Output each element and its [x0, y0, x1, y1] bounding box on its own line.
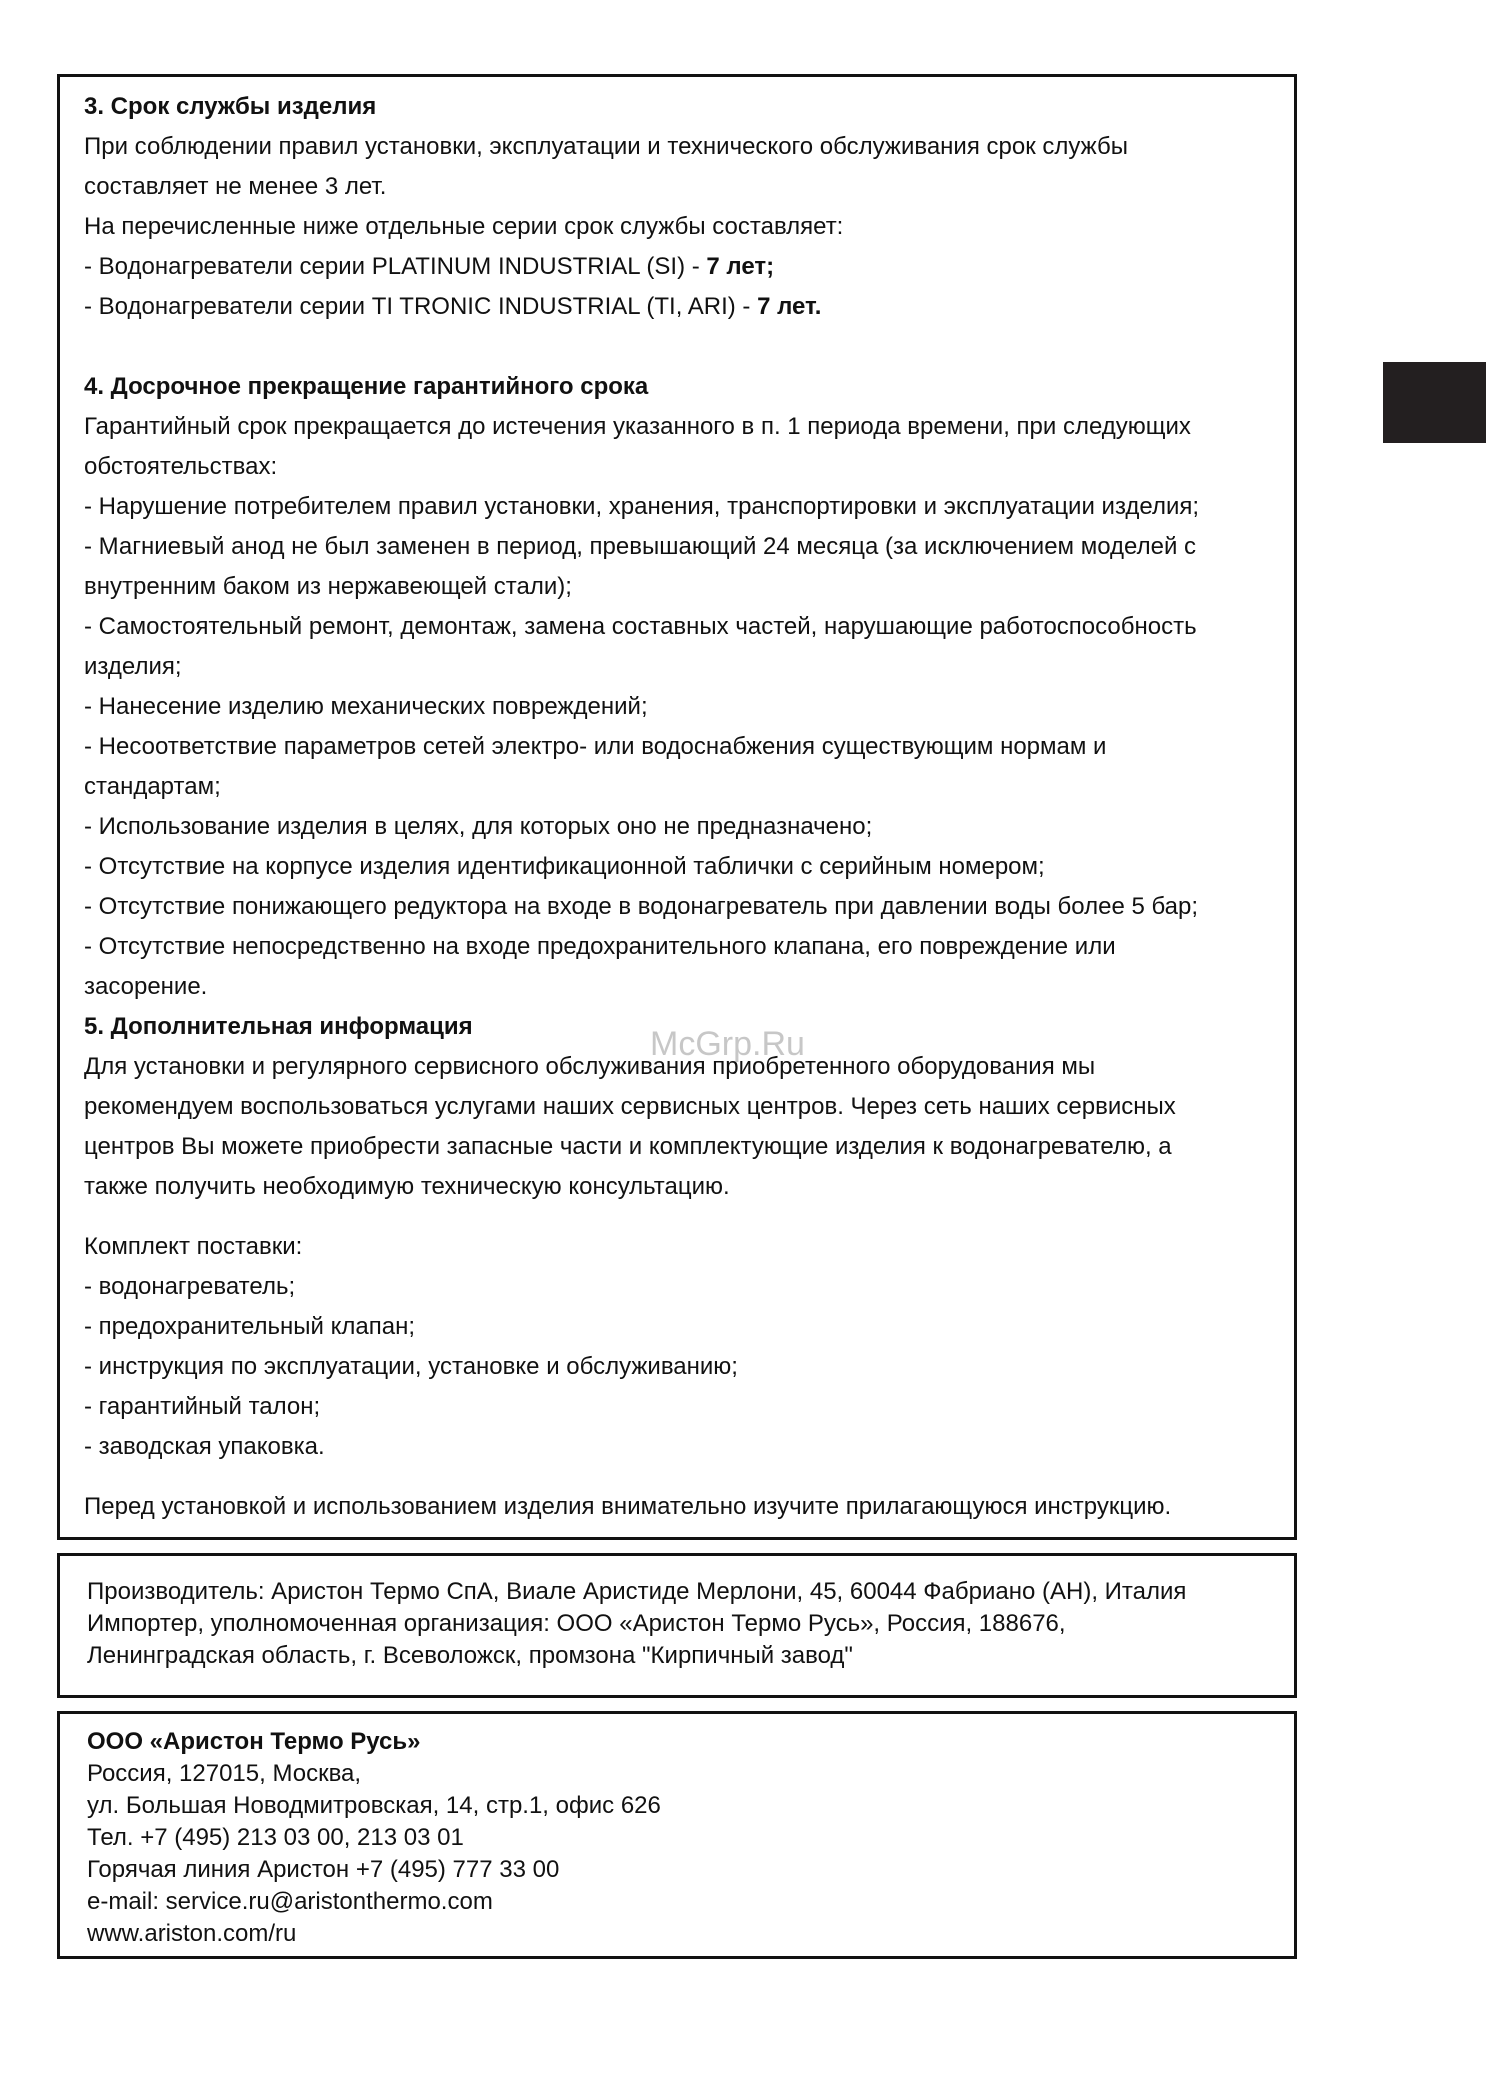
section-4-list-line: внутренним баком из нержавеющей стали);: [84, 573, 572, 600]
importer-address-line: Ленинградская область, г. Всеволожск, промзона "Кирпичный завод": [87, 1642, 853, 1669]
email-line: e-mail: service.ru@aristonthermo.com: [87, 1888, 493, 1915]
section-5-text-line: Для установки и регулярного сервисного обслуживания приобретенного оборудования мы: [84, 1053, 1096, 1080]
service-life-item-value: 7 лет;: [706, 253, 775, 280]
section-4-list-line: - Несоответствие параметров сетей электро- или водоснабжения существующим нормам и: [84, 733, 1107, 760]
section-4-list-line: - Магниевый анод не был заменен в период, превышающий 24 месяца (за исключением моделей с: [84, 533, 1197, 560]
warranty-terms-box: [57, 74, 1297, 1540]
section-3-text-line: На перечисленные ниже отдельные серии срок службы составляет:: [84, 213, 844, 240]
service-life-item: [84, 247, 1270, 287]
section-4-list-line: - Использование изделия в целях, для которых оно не предназначено;: [84, 813, 873, 840]
manufacturer-line: Производитель: Аристон Термо СпА, Виале Аристиде Мерлони, 45, 60044 Фабриано (АН), Италия: [87, 1578, 1187, 1605]
hotline-line: Горячая линия Аристон +7 (495) 777 33 00: [87, 1856, 560, 1883]
kit-item: - водонагреватель;: [84, 1273, 296, 1300]
section-4-text-line: обстоятельствах:: [84, 453, 278, 480]
section-4-list-line: - Самостоятельный ремонт, демонтаж, замена составных частей, нарушающие работоспособность: [84, 613, 1197, 640]
section-4-list-line: - Нарушение потребителем правил установки, хранения, транспортировки и эксплуатации изделия;: [84, 493, 1200, 520]
company-name: ООО «Аристон Термо Русь»: [87, 1728, 421, 1755]
kit-item: - предохранительный клапан;: [84, 1313, 416, 1340]
kit-item: - заводская упаковка.: [84, 1433, 325, 1460]
spacer: [84, 1467, 1270, 1487]
contact-box: [57, 1711, 1297, 1959]
section-4-list-line: - Отсутствие непосредственно на входе предохранительного клапана, его повреждение или: [84, 933, 1116, 960]
section-4-list-line: - Отсутствие на корпусе изделия идентификационной таблички с серийным номером;: [84, 853, 1045, 880]
section-4-list-line: - Отсутствие понижающего редуктора на входе в водонагреватель при давлении воды более 5 бар;: [84, 893, 1199, 920]
section-5-title: 5. Дополнительная информация: [84, 1013, 473, 1040]
kit-title: Комплект поставки:: [84, 1233, 303, 1260]
kit-item: - инструкция по эксплуатации, установке и обслуживанию;: [84, 1353, 738, 1380]
section-3-text-line: составляет не менее 3 лет.: [84, 173, 387, 200]
address-line: Россия, 127015, Москва,: [87, 1760, 362, 1787]
importer-line: Импортер, уполномоченная организация: ООО «Аристон Термо Русь», Россия, 188676,: [87, 1610, 1066, 1637]
phone-line: Тел. +7 (495) 213 03 00, 213 03 01: [87, 1824, 464, 1851]
address-line: ул. Большая Новодмитровская, 14, стр.1, офис 626: [87, 1792, 661, 1819]
side-section-tab: [1383, 362, 1486, 443]
section-5-text-line: рекомендуем воспользоваться услугами наших сервисных центров. Через сеть наших сервисных: [84, 1093, 1176, 1120]
section-4-list-line: засорение.: [84, 973, 208, 1000]
watermark-text: McGrp.Ru: [650, 1025, 805, 1063]
service-life-item-text: - Водонагреватели серии PLATINUM INDUSTRIAL (SI) -: [84, 253, 707, 280]
section-4-list-line: стандартам;: [84, 773, 221, 800]
final-note: Перед установкой и использованием изделия внимательно изучите прилагающуюся инструкцию.: [84, 1493, 1172, 1520]
spacer: [84, 327, 1270, 367]
section-3-text-line: При соблюдении правил установки, эксплуатации и технического обслуживания срок службы: [84, 133, 1128, 160]
service-life-item-value: 7 лет.: [757, 293, 822, 320]
section-4-list-line: изделия;: [84, 653, 182, 680]
service-life-item-text: - Водонагреватели серии TI TRONIC INDUSTRIAL (TI, ARI) -: [84, 293, 758, 320]
section-4-text-line: Гарантийный срок прекращается до истечения указанного в п. 1 периода времени, при следующих: [84, 413, 1191, 440]
section-4-list-line: - Нанесение изделию механических повреждений;: [84, 693, 648, 720]
kit-item: - гарантийный талон;: [84, 1393, 321, 1420]
manufacturer-box: [57, 1553, 1297, 1698]
section-5-text-line: также получить необходимую техническую консультацию.: [84, 1173, 730, 1200]
section-4-title: 4. Досрочное прекращение гарантийного срока: [84, 373, 649, 400]
service-life-item: [84, 287, 1270, 327]
website-line: www.ariston.com/ru: [87, 1920, 297, 1947]
section-5-text-line: центров Вы можете приобрести запасные части и комплектующие изделия к водонагревателю, а: [84, 1133, 1172, 1160]
spacer: [84, 1207, 1270, 1227]
section-3-title: 3. Срок службы изделия: [84, 93, 377, 120]
